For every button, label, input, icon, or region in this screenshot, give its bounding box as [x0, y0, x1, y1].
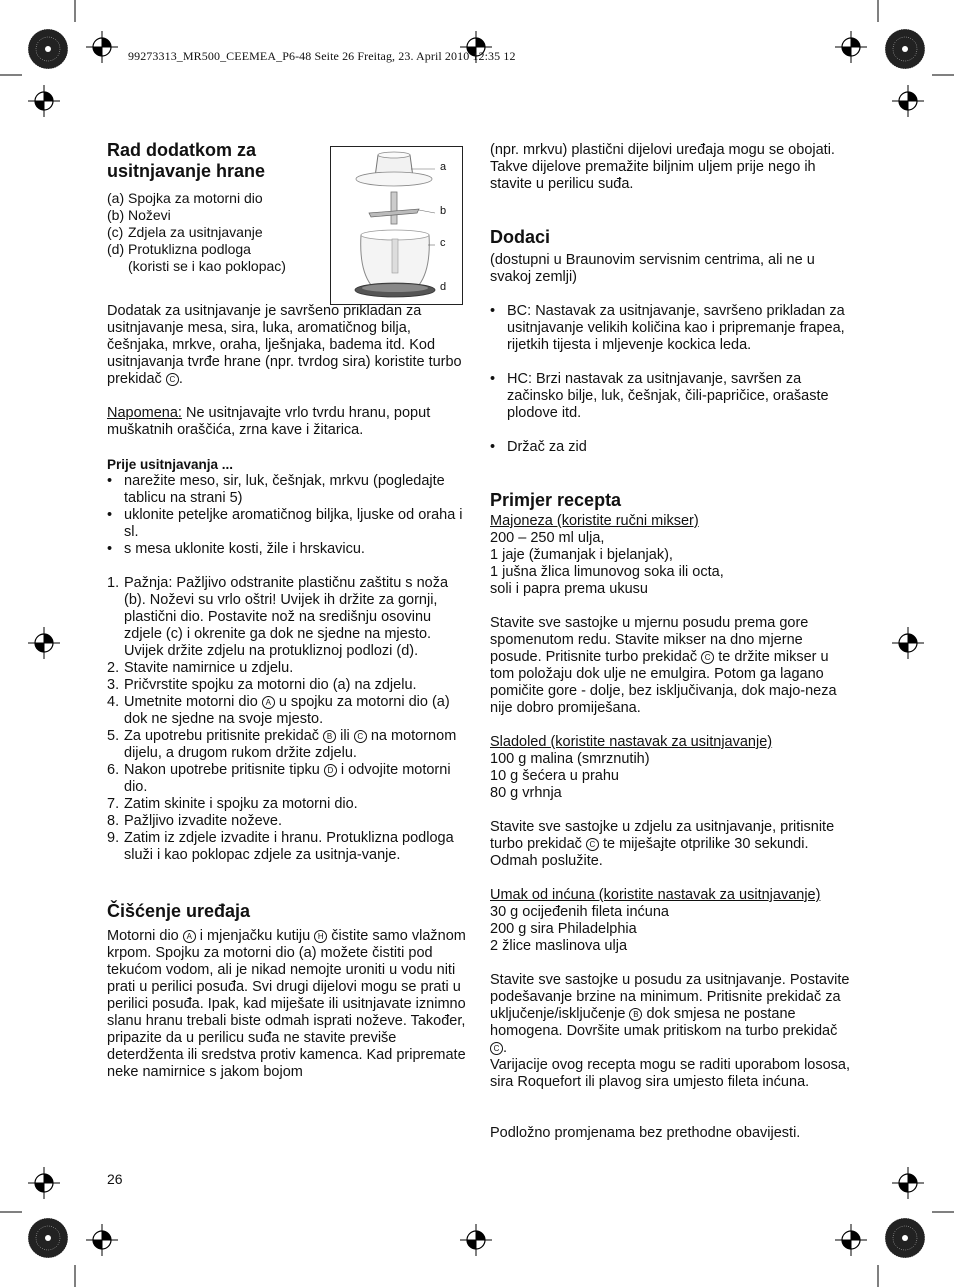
disclaimer: Podložno promjenama bez prethodne obavijesti.	[490, 1125, 801, 1141]
note-paragraph: Napomena: Ne usitnjavajte vrlo tvrdu hranu, poput muškatnih oraščića, zrna kave i žitarica.	[107, 405, 431, 438]
figure-label-d: d	[440, 281, 447, 293]
step-item: 3. Pričvrstite spojku za motorni dio (a) na zdjelu.	[107, 677, 417, 693]
step-item: 8. Pažljivo izvadite noževe.	[107, 813, 282, 829]
ingredient: 200 – 250 ml ulja,	[490, 530, 605, 546]
list-item: • narežite meso, sir, luk, češnjak, mrkvu (pogledajte tablicu na strani 5)	[107, 473, 467, 507]
ingredient: 1 jušna žlica limunovog soka ili octa,	[490, 564, 724, 580]
section-title-accessories: Dodaci	[490, 227, 551, 247]
chopper-figure	[330, 146, 463, 305]
continuation-paragraph: (npr. mrkvu) plastični dijelovi uređaja mogu se obojati. Takve dijelove premažite biljnim uljem prije nego ih stavite u perilicu suđa.	[490, 142, 835, 192]
recipe-title-icecream: Sladoled (koristite nastavak za usitnjavanje)	[490, 734, 773, 750]
print-header: 99273313_MR500_CEEMEA_P6-48 Seite 26 Freitag, 23. April 2010 12:35 12	[128, 49, 516, 63]
part-item: (c) Zdjela za usitnjavanje	[107, 224, 263, 240]
section-title-recipes: Primjer recepta	[490, 490, 622, 510]
cleaning-paragraph: Motorni dio A i mjenjačku kutiju H čistite samo vlažnom krpom. Spojku za motorni dio (a) možete čistiti pod tekućom vodom, ali je nikad nemojte uroniti u vodu niti prati u perilici posuđa. Svi drugi dijelovi mogu se prati u perilici posuđa. Ipak, kad miješate ili usitnjavate iznimno slanu hranu trebali biste odmah isprati noževe. Također, pripazite da u perilicu suđa ne stavite previše deterdženta ili sredstva protiv kamenca. Kad pripremate neke namirnice s jakom bojom	[107, 928, 466, 1080]
ingredient: 10 g šećera u prahu	[490, 768, 619, 784]
figure-label-c: c	[440, 237, 446, 249]
step-item: 4. Umetnite motorni dio A u spojku za motorni dio (a) dok ne sjedne na svoje mjesto.	[107, 694, 450, 727]
list-item: • uklonite peteljke aromatičnog biljka, ljuske od oraha i sl.	[107, 507, 467, 541]
recipe-instructions: Stavite sve sastojke u posudu za usitnjavanje. Postavite podešavanje brzine na minimum. Pritisnite prekidač za uključenje/isključenje B dok smjesa ne postane homogena. Dovršite umak pritiskom na turbo prekidač C .	[490, 972, 850, 1056]
accessories-list-3	[490, 439, 850, 456]
motor-part-a-icon: A	[183, 930, 196, 943]
part-note: (koristi se i kao poklopac)	[128, 258, 286, 274]
accessories-intro: (dostupni u Braunovim servisnim centrima, ali ne u svakoj zemlji)	[490, 252, 815, 285]
recipe-title-mayonnaise: Majoneza (koristite ručni mikser)	[490, 513, 699, 529]
ingredient: 1 jaje (žumanjak i bjelanjak),	[490, 547, 673, 563]
ingredient: 30 g ocijeđenih fileta inćuna	[490, 904, 669, 920]
button-c-icon: C	[354, 730, 367, 743]
recipe-variations: Varijacije ovog recepta mogu se raditi uporabom lososa, sira Roquefort ili plavog sira umjesto fileta inćuna.	[490, 1057, 851, 1090]
list-item: • HC: Brzi nastavak za usitnjavanje, savršen za začinsko bilje, luk, češnjak, čili-papričice, orašaste plodove itd.	[490, 371, 850, 422]
recipe-instructions: Stavite sve sastojke u mjernu posudu prema gore spomenutom redu. Stavite mikser na dno mjerne posude. Pritisnite turbo prekidač C te držite mikser u tom položaju dok ulje ne emulgira. Potom ga lagano pomičite gore - dolje, bez isključivanja, dok majo-neza nije dobro promiješana.	[490, 615, 837, 716]
step-item: 2. Stavite namirnice u zdjelu.	[107, 660, 294, 676]
button-c-icon: C	[490, 1042, 503, 1055]
recipe-instructions: Stavite sve sastojke u zdjelu za usitnjavanje, pritisnite turbo prekidač C te miješajte otprilike 30 sekundi. Odmah poslužite.	[490, 819, 835, 869]
before-list	[107, 473, 467, 558]
ingredient: 100 g malina (smrznutih)	[490, 751, 650, 767]
step-item: 7. Zatim skinite i spojku za motorni dio.	[107, 796, 358, 812]
button-b-icon: B	[629, 1008, 642, 1021]
right-column	[490, 142, 850, 1142]
page-number: 26	[107, 1171, 123, 1187]
accessories-list-2	[490, 371, 850, 422]
part-item: (d) Protuklizna podloga	[107, 241, 251, 257]
list-item: • BC: Nastavak za usitnjavanje, savršeno prikladan za usitnjavanje velikih količina kao i pripremanje frapea, rijetkih tijesta i mljevenje kockica leda.	[490, 303, 850, 354]
figure-label-b: b	[440, 205, 447, 217]
ingredient: 200 g sira Philadelphia	[490, 921, 637, 937]
intro-paragraph: Dodatak za usitnjavanje je savršeno prikladan za usitnjavanje mesa, sira, luka, aromatičnog bilja, češnjaka, mrkve, oraha, lješnjaka, badema itd. Kod usitnjavanja tvrđe hrane (npr. tvrdog sira) koristite turbo prekidač C .	[107, 303, 462, 387]
section-title-chopper: Rad dodatkom za usitnjavanje hrane	[107, 140, 266, 181]
list-item: • Držač za zid	[490, 439, 850, 456]
section-title-cleaning: Čišćenje uređaja	[107, 901, 251, 921]
before-title: Prije usitnjavanja ...	[107, 457, 234, 472]
button-c-icon: C	[586, 838, 599, 851]
button-c-icon: C	[166, 373, 179, 386]
gearbox-h-icon: H	[314, 930, 327, 943]
step-item: 5. Za upotrebu pritisnite prekidač B ili C na motornom dijelu, a drugom rukom držite zdjelu.	[107, 728, 457, 761]
button-c-icon: C	[701, 651, 714, 664]
part-item: (b) Noževi	[107, 207, 171, 223]
ingredient: 2 žlice maslinova ulja	[490, 938, 628, 954]
step-item: 9. Zatim iz zdjele izvadite i hranu. Protuklizna podloga služi i kao poklopac zdjele za usitnja-vanje.	[107, 830, 454, 863]
ingredient: soli i papra prema ukusu	[490, 581, 648, 597]
recipe-title-anchovy: Umak od inćuna (koristite nastavak za usitnjavanje)	[490, 887, 821, 903]
step-item: 1. Pažnja: Pažljivo odstranite plastičnu zaštitu s noža (b). Noževi su vrlo oštri! Uvijek ih držite za gornji, plastični dio. Postavite nož na središnju osovinu zdjele (c) i okrenite ga dok ne sjedne na mjesto. Uvijek držite zdjelu na protukliznoj podlozi (d).	[107, 575, 449, 659]
part-item: (a) Spojka za motorni dio	[107, 190, 263, 206]
step-item: 6. Nakon upotrebe pritisnite tipku D i odvojite motorni dio.	[107, 762, 451, 795]
figure-label-a: a	[440, 161, 447, 173]
button-d-icon: D	[324, 764, 337, 777]
ingredient: 80 g vrhnja	[490, 785, 562, 801]
accessories-list	[490, 303, 850, 354]
list-item: • s mesa uklonite kosti, žile i hrskavicu.	[107, 541, 467, 558]
button-b-icon: B	[323, 730, 336, 743]
motor-part-a-icon: A	[262, 696, 275, 709]
steps-list	[107, 575, 467, 864]
